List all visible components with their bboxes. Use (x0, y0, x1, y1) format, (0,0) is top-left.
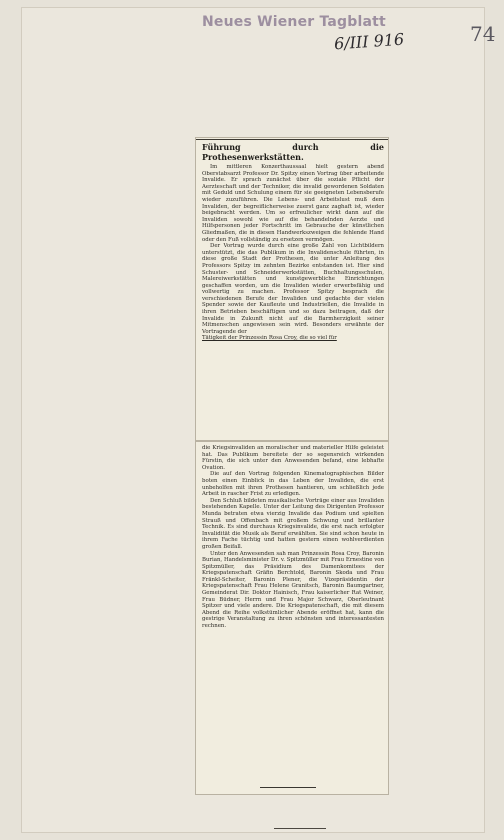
folio-number: 74 (470, 22, 496, 46)
article-paragraph: Der Vortrag wurde durch eine große Zahl von Lichtbildern unterstützt, die das Publikum in die Invalidenschule führten, in diese große Stadt der Prothesen, die unter Anleitung des Professors Spitzy im zehnten Bezirke entstanden ist. Hier sind Schuster- und Schneiderwerkstätten, Buchhaltungsschulen, Malereiwerkstätten und kunstgewerbliche Einrichtungen geschaffen worden, um die Invaliden wieder erwerbsfähig und vollwertig zu machen. Professor Spitzy besprach die verschiedenen Berufe der Invaliden und gedachte der vielen Spender sowie der Kaufleute und Industriellen, die Invalide in ihren Betrieben beschäftigen und so dazu beitragen, daß der Invalide in Zukunft nicht auf die Barmherzigkeit seiner Mitmenschen angewiesen sein wird. Besonders erwähnte der Vortragende der (202, 243, 384, 335)
article-paragraph: die Kriegsinvaliden an moralischer und materieller Hilfe geleistet hat. Das Publikum bereitete der so segensreich wirkenden Fürstin, die sich unter den Anwesenden befand, eine lebhafte Ovation. (202, 445, 384, 471)
clipping-top-rule (196, 139, 388, 140)
newspaper-source-stamp: Neues Wiener Tagblatt (202, 14, 386, 30)
archive-sheet (22, 8, 496, 832)
bottom-separator-line (274, 828, 326, 829)
newspaper-clipping-part-2 (196, 442, 388, 794)
article-end-rule (260, 787, 316, 788)
handwritten-date: 6/III 916 (333, 29, 405, 54)
article-paragraph: Die auf den Vortrag folgenden Kinematographischen Bilder boten einen Einblick in das Leben der Invaliden, die erst unbeholfen mit ihren Prothesen hantieren, um schließlich jede Arbeit in rascher Frist zu erledigen. (202, 471, 384, 498)
article-paragraph: Den Schluß bildeten musikalische Vorträge einer aus Invaliden bestehenden Kapelle. Unter der Leitung des Dirigenten Professor Munda betraten etwa vierzig Invalide das Podium und spielten Strauß und Offenbach mit großem Schwung und brillanter Technik. Es sind durchaus Kriegsinvalide, die erst nach erfolgter Invalidität die Musik als Beruf erwählten. Sie sind schon heute in ihrem Fache tüchtig und hatten gestern einen wohlverdienten großen Beifall. (202, 497, 384, 550)
article-headline: Führung durch die Prothesenwerkstätten. (202, 142, 384, 162)
underlined-passage: Tätigkeit der Prinzessin Rosa Croy, die so viel für (202, 335, 337, 342)
article-paragraph: Im mittleren Konzerthaussaal hielt gestern abend Oberstabsarzt Professor Dr. Spitzy einen Vortrag über arbeitende Invalide. Er sprach zunächst über die soziale Pflicht der Aerzteschaft und der Techniker, die invalid gewordenen Soldaten mit Geduld und Schulung einem für sie geeigneten Lebensberufe wieder zuzuführen. Die Lebens- und Arbeitslust muß dem Invaliden, der begreiflicherweise zuerst ganz zaghaft ist, wieder beigebracht werden. Um so erfreulicher wirkt dann auf die Invaliden sowohl wie auf die behandelnden Aerzte und Hilfspersonen jeder Fortschritt im Gebrauche der künstlichen Gliedmaßen, die in diesen Handwerkszweigen die fehlende Hand oder den Fuß vollständig zu ersetzen vermögen. (202, 164, 384, 243)
article-column-1 (202, 142, 384, 342)
article-column-2 (202, 445, 384, 630)
newspaper-clipping-part-1 (196, 138, 388, 440)
article-paragraph: Unter den Anwesenden sah man Prinzessin Rosa Croy, Baronin Burian, Handelsminister Dr. v. Spitzmüller mit Frau Ernestine von Spitzmüller, das Präsidium des Damenkomitees der Kriegspatenschaft Gräfin Berchtold, Baronin Skoda und Frau Fränkl-Scheiter, Baronin Plener, die Vizepräsidentin der Kriegspatenschaft Frau Helene Granitsch, Baronin Baumgartner, Gemeinderat Dir. Doktor Hainisch, Frau kaiserlicher Rat Weiner, Frau Büdner, Herrn und Frau Major Schwarz, Oberleutnant Spitzer und viele andere. Die Kriegspatenschaft, die mit diesem Abend die Reihe volkstümlicher Abende eröffnet hat, kann die gestrige Veranstaltung zu ihren schönsten und interessantesten rechnen. (202, 550, 384, 630)
